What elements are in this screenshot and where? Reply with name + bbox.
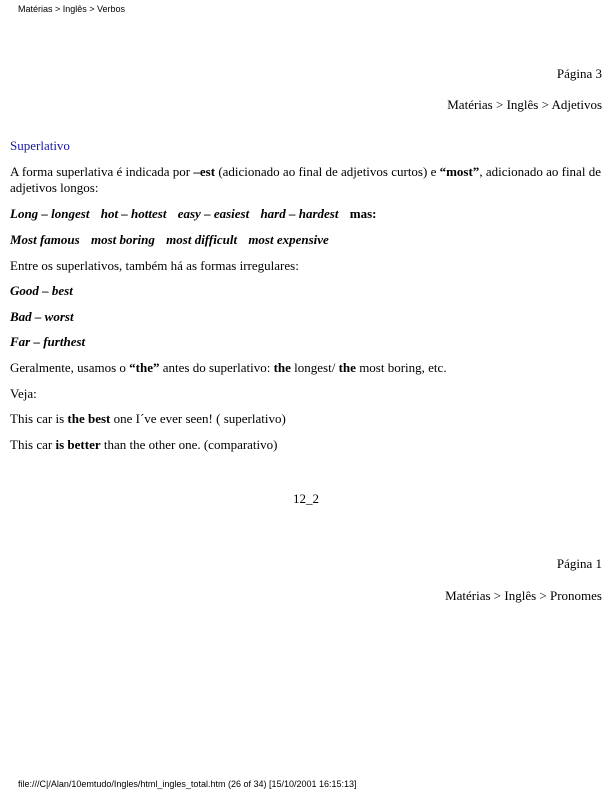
ex1-bold: the best	[67, 411, 111, 426]
intro-bold-most: “most”	[439, 164, 480, 179]
section-heading: Superlativo	[10, 138, 70, 153]
section-breadcrumb-2: Matérias > Inglês > Pronomes	[445, 588, 602, 603]
ex2-text-1: This car	[10, 437, 56, 452]
intro-text-1: A forma superlativa é indicada por	[10, 164, 194, 179]
example-item: Most famous	[10, 232, 80, 247]
veja-label: Veja:	[10, 386, 37, 401]
example-item: Long – longest	[10, 206, 90, 221]
usage-text-3: longest/	[290, 360, 339, 375]
usage-bold-the-2: the	[338, 360, 356, 375]
irregular-good: Good – best	[10, 283, 73, 298]
usage-bold-the-quoted: “the”	[129, 360, 160, 375]
intro-paragraph	[10, 164, 602, 196]
ex1-text-2: one I´ve ever seen! ( superlativo)	[110, 411, 286, 426]
examples-row-1	[10, 206, 602, 222]
irregular-item	[10, 334, 602, 350]
ex1-text-1: This car is	[10, 411, 68, 426]
example-item: hard – hardest	[260, 206, 339, 221]
example-item: most difficult	[166, 232, 238, 247]
intro-bold-est: –est	[193, 164, 216, 179]
usage-bold-the: the	[273, 360, 291, 375]
usage-paragraph	[10, 360, 602, 376]
example-item: hot – hottest	[100, 206, 167, 221]
page-number: Página 3	[556, 66, 602, 81]
ex2-bold: is better	[55, 437, 101, 452]
intro-text-2: (adicionado ao final de adjetivos curtos) e	[215, 164, 440, 179]
irregular-bad: Bad – worst	[10, 309, 74, 324]
irregular-far: Far – furthest	[10, 334, 86, 349]
irregular-item	[10, 283, 602, 299]
footer-file-path: file:///C|/Alan/10emtudo/Ingles/html_ingles_total.htm (26 of 34) [15/10/2001 16:15:13]	[18, 779, 357, 789]
ex2-text-2: than the other one. (comparativo)	[100, 437, 278, 452]
usage-text-2: antes do superlativo:	[159, 360, 274, 375]
intro-text-3: , adicionado ao final de adjetivos longos:	[10, 164, 601, 195]
section-breadcrumb: Matérias > Inglês > Adjetivos	[447, 97, 602, 112]
example-item: most boring	[90, 232, 155, 247]
example-item: most expensive	[248, 232, 329, 247]
page-code: 12_2	[293, 491, 319, 506]
usage-text-1: Geralmente, usamos o	[10, 360, 130, 375]
example-sentence-comparative	[10, 437, 602, 453]
usage-text-4: most boring, etc.	[355, 360, 447, 375]
mas-label: mas:	[349, 206, 377, 221]
irregular-intro: Entre os superlativos, também há as formas irregulares:	[10, 258, 299, 273]
irregular-item	[10, 309, 602, 325]
examples-row-2	[10, 232, 602, 248]
example-sentence-superlative	[10, 411, 602, 427]
example-item: easy – easiest	[177, 206, 250, 221]
page-number-2: Página 1	[556, 556, 602, 571]
top-breadcrumb: Matérias > Inglês > Verbos	[18, 4, 126, 14]
